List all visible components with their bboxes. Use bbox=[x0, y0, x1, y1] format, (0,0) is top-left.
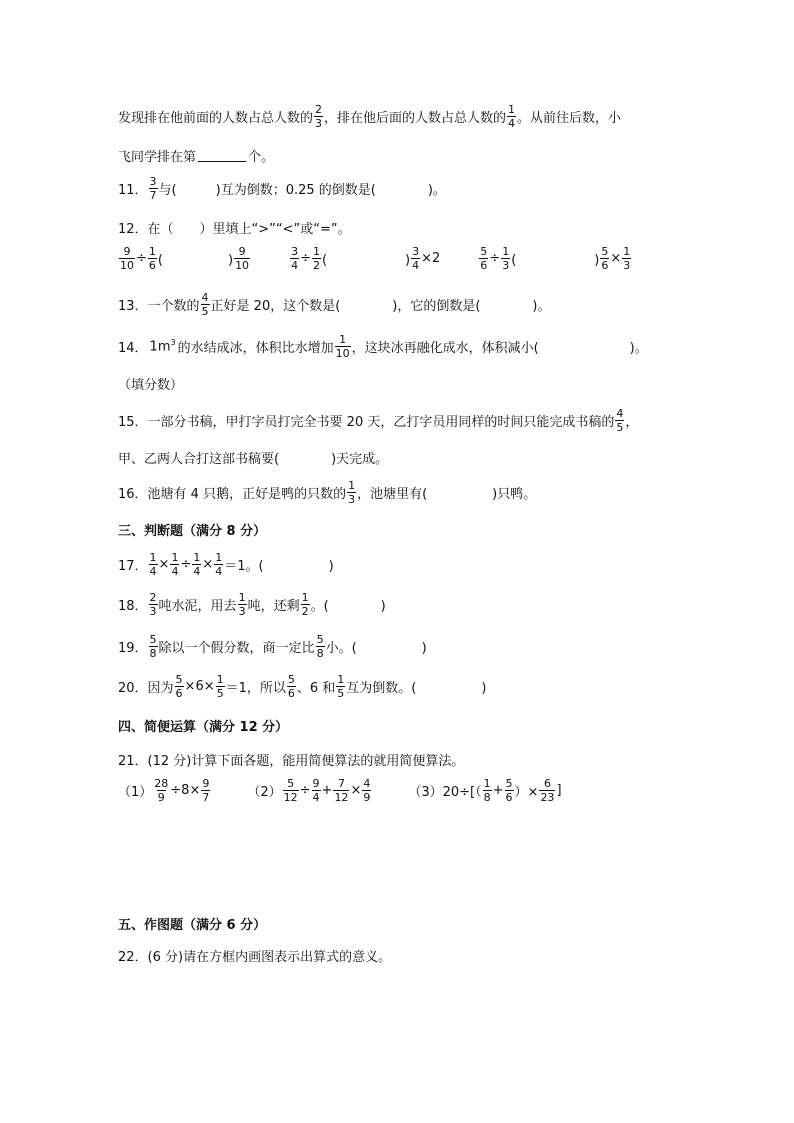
question-17 bbox=[118, 552, 334, 577]
fraction bbox=[216, 674, 225, 699]
denominator: 9 bbox=[363, 791, 371, 804]
question-text: ÷ bbox=[180, 557, 192, 572]
numerator: 3 bbox=[412, 245, 420, 258]
numerator: 6 bbox=[543, 777, 551, 790]
fraction bbox=[283, 778, 299, 803]
question-text: 18． bbox=[118, 599, 148, 614]
question-16 bbox=[118, 480, 536, 505]
fraction bbox=[290, 246, 299, 271]
numerator: 1 bbox=[171, 551, 179, 564]
question-text: + bbox=[492, 783, 504, 798]
denominator: 8 bbox=[483, 791, 491, 804]
question-14: 14． $1m^3$ 的水结成冰，体积比水增加 $\frac{1}{10}$ ，这块冰再融化成水，体积减小( )。 bbox=[118, 333, 648, 360]
question-text: 14． bbox=[118, 341, 148, 356]
denominator: 6 bbox=[505, 791, 513, 804]
denominator: 12 bbox=[283, 791, 298, 804]
question-text: ×6× bbox=[184, 679, 215, 694]
denominator: 4 bbox=[193, 565, 201, 578]
fraction bbox=[483, 778, 492, 803]
fraction bbox=[214, 552, 223, 577]
denominator: 12 bbox=[334, 791, 349, 804]
numerator: 1 bbox=[312, 245, 320, 258]
question-text: 的水结成冰，体积比水增加 bbox=[177, 341, 334, 356]
numerator: 1 bbox=[348, 479, 356, 492]
denominator: 9 bbox=[157, 791, 165, 804]
question-text: ＝1。( ) bbox=[224, 559, 334, 574]
numerator: 4 bbox=[363, 777, 371, 790]
numerator: 1 bbox=[238, 591, 246, 604]
question-text: 。从前往后数，小 bbox=[517, 111, 622, 126]
fraction bbox=[479, 246, 488, 271]
denominator: 4 bbox=[149, 565, 157, 578]
numerator: 3 bbox=[149, 175, 157, 188]
numerator: 28 bbox=[154, 777, 169, 790]
compare-blank[interactable]: ( ) bbox=[157, 253, 234, 268]
question-text: 。( ) bbox=[310, 599, 386, 614]
answer-blank[interactable] bbox=[198, 149, 246, 162]
denominator: 3 bbox=[348, 493, 356, 506]
fraction bbox=[119, 246, 135, 271]
denominator: 4 bbox=[291, 259, 299, 272]
denominator: 4 bbox=[215, 565, 223, 578]
q10-continuation bbox=[118, 104, 621, 129]
denominator: 23 bbox=[540, 791, 555, 804]
denominator: 5 bbox=[337, 687, 345, 700]
section-5-heading bbox=[118, 914, 266, 933]
numerator: 1 bbox=[623, 245, 631, 258]
question-18 bbox=[118, 592, 386, 617]
numerator: 1 bbox=[148, 245, 156, 258]
question-13 bbox=[118, 292, 551, 317]
question-text: ×2 bbox=[421, 251, 441, 266]
numerator: 9 bbox=[202, 777, 210, 790]
question-text: 吨水泥，用去 bbox=[158, 599, 237, 614]
question-14-note bbox=[118, 374, 183, 393]
question-20 bbox=[118, 674, 486, 699]
question-text: 13．一个数的 bbox=[118, 299, 200, 314]
denominator: 4 bbox=[412, 259, 420, 272]
question-19 bbox=[118, 634, 427, 659]
question-text: ，池塘里有( )只鸭。 bbox=[357, 487, 537, 502]
question-text: （2） bbox=[247, 785, 282, 800]
fraction bbox=[411, 246, 420, 271]
fraction bbox=[175, 674, 184, 699]
fraction bbox=[149, 176, 158, 201]
fraction bbox=[336, 674, 345, 699]
fraction bbox=[148, 246, 157, 271]
fraction bbox=[238, 592, 247, 617]
question-text: （填分数） bbox=[118, 378, 184, 393]
numerator: 1 bbox=[502, 245, 510, 258]
numerator: 9 bbox=[312, 777, 320, 790]
numerator: 5 bbox=[149, 633, 157, 646]
numerator: 4 bbox=[616, 407, 624, 420]
question-text: 12．在（ ）里填上“>”“<”或“=”。 bbox=[118, 222, 351, 237]
question-text: 发现排在他前面的人数占总人数的 bbox=[118, 111, 314, 126]
fraction bbox=[362, 778, 371, 803]
q10-line2 bbox=[118, 146, 274, 165]
denominator: 5 bbox=[616, 421, 624, 434]
question-text: 吨，还剩 bbox=[247, 599, 300, 614]
denominator: 3 bbox=[623, 259, 631, 272]
numerator: 5 bbox=[287, 777, 295, 790]
fraction bbox=[153, 778, 169, 803]
question-text: 甲、乙两人合打这部书稿要( )天完成。 bbox=[118, 452, 389, 467]
denominator: 6 bbox=[175, 687, 183, 700]
fraction bbox=[539, 778, 555, 803]
question-text: 与( )互为倒数；0.25 的倒数是( )。 bbox=[158, 183, 446, 198]
question-12 bbox=[118, 218, 351, 237]
numerator: 1 bbox=[215, 551, 223, 564]
fraction bbox=[287, 674, 296, 699]
numerator: 1 bbox=[301, 591, 309, 604]
question-text: 15．一部分书稿，甲打字员打完全书要 20 天，乙打字员用同样的时间只能完成书稿的 bbox=[118, 415, 615, 430]
denominator: 7 bbox=[149, 189, 157, 202]
fraction bbox=[501, 246, 510, 271]
fraction bbox=[192, 552, 201, 577]
numerator: 1 bbox=[483, 777, 491, 790]
question-text: 飞同学排在第 bbox=[118, 150, 197, 165]
fraction bbox=[615, 408, 624, 433]
question-text: ÷8× bbox=[170, 783, 201, 798]
fraction bbox=[333, 778, 349, 803]
question-12-items bbox=[118, 246, 632, 271]
question-22 bbox=[118, 946, 391, 965]
numerator: 1 bbox=[193, 551, 201, 564]
denominator: 6 bbox=[148, 259, 156, 272]
question-21 bbox=[118, 750, 464, 769]
question-text: 除以一个假分数，商一定比 bbox=[158, 641, 315, 656]
numerator: 1 bbox=[337, 673, 345, 686]
fraction bbox=[201, 292, 210, 317]
question-text: （3）20÷[（ bbox=[408, 785, 482, 800]
numerator: 4 bbox=[201, 291, 209, 304]
denominator: 2 bbox=[312, 259, 320, 272]
question-text: × bbox=[610, 251, 622, 266]
fraction bbox=[314, 104, 323, 129]
question-11 bbox=[118, 176, 446, 201]
question-text: ，这块冰再融化成水，体积减小( )。 bbox=[351, 341, 648, 356]
denominator: 4 bbox=[312, 791, 320, 804]
question-text: 个。 bbox=[248, 150, 275, 165]
fraction bbox=[600, 246, 609, 271]
question-text: ÷ bbox=[300, 251, 311, 266]
denominator: 6 bbox=[287, 687, 295, 700]
question-15-line2 bbox=[118, 448, 388, 467]
question-text: 小。( ) bbox=[325, 641, 427, 656]
denominator: 3 bbox=[315, 117, 323, 130]
denominator: 4 bbox=[508, 117, 516, 130]
denominator: 5 bbox=[216, 687, 224, 700]
question-text: 、6 和 bbox=[296, 681, 336, 696]
denominator: 3 bbox=[149, 605, 157, 618]
fraction bbox=[316, 634, 325, 659]
fraction bbox=[312, 778, 321, 803]
numerator: 5 bbox=[505, 777, 513, 790]
question-text: （1） bbox=[118, 785, 153, 800]
question-text: ， bbox=[625, 415, 639, 430]
denominator: 10 bbox=[120, 259, 134, 272]
numerator: 1 bbox=[508, 103, 516, 116]
numerator: 7 bbox=[337, 777, 345, 790]
fraction bbox=[301, 592, 310, 617]
fraction bbox=[149, 552, 158, 577]
numerator: 5 bbox=[601, 245, 609, 258]
section-3-heading bbox=[118, 520, 266, 539]
question-text: 11． bbox=[118, 183, 148, 198]
fraction bbox=[505, 778, 514, 803]
question-text: 互为倒数。( ) bbox=[346, 681, 487, 696]
question-text: 17． bbox=[118, 559, 148, 574]
numerator: 9 bbox=[238, 245, 246, 258]
fraction bbox=[347, 480, 356, 505]
numerator: 5 bbox=[316, 633, 324, 646]
numerator: 1 bbox=[149, 551, 157, 564]
section-4-heading bbox=[118, 716, 288, 735]
numerator: 2 bbox=[149, 591, 157, 604]
question-text: 21．(12 分)计算下面各题，能用简便算法的就用简便算法。 bbox=[118, 754, 465, 769]
denominator: 8 bbox=[316, 647, 324, 660]
fraction bbox=[149, 592, 158, 617]
question-text: ÷ bbox=[299, 783, 311, 798]
fraction bbox=[234, 246, 250, 271]
question-text: 1m bbox=[149, 339, 171, 355]
question-text: 五、作图题（满分 6 分） bbox=[118, 918, 267, 933]
denominator: 5 bbox=[201, 305, 209, 318]
question-text: 20．因为 bbox=[118, 681, 174, 696]
numerator: 1 bbox=[339, 333, 347, 346]
numerator: 1 bbox=[216, 673, 224, 686]
fraction bbox=[507, 104, 516, 129]
numerator: 3 bbox=[291, 245, 299, 258]
question-text: 22．(6 分)请在方框内画图表示出算式的意义。 bbox=[118, 950, 392, 965]
fraction bbox=[149, 634, 158, 659]
question-text: 三、判断题（满分 8 分） bbox=[118, 524, 267, 539]
fraction bbox=[201, 778, 210, 803]
question-text: ] bbox=[556, 783, 562, 798]
denominator: 3 bbox=[502, 259, 510, 272]
denominator: 8 bbox=[149, 647, 157, 660]
numerator: 5 bbox=[480, 245, 488, 258]
question-text: ÷ bbox=[489, 251, 501, 266]
compare-blank[interactable]: ( ) bbox=[321, 253, 411, 268]
question-text: × bbox=[158, 557, 170, 572]
fraction bbox=[312, 246, 321, 271]
numerator: 2 bbox=[315, 103, 323, 116]
question-text: 16．池塘有 4 只鹅，正好是鸭的只数的 bbox=[118, 487, 347, 502]
denominator: 10 bbox=[235, 259, 250, 272]
question-15 bbox=[118, 408, 638, 433]
numerator: 5 bbox=[175, 673, 183, 686]
fraction bbox=[170, 552, 179, 577]
question-text: + bbox=[321, 783, 333, 798]
denominator: 2 bbox=[301, 605, 309, 618]
compare-blank[interactable]: ( ) bbox=[511, 253, 600, 268]
question-text: ，排在他后面的人数占总人数的 bbox=[324, 111, 507, 126]
question-text: ＝1，所以 bbox=[225, 681, 286, 696]
fraction bbox=[335, 334, 351, 359]
question-text: 19． bbox=[118, 641, 148, 656]
denominator: 3 bbox=[238, 605, 246, 618]
denominator: 7 bbox=[202, 791, 210, 804]
numerator: 5 bbox=[287, 673, 295, 686]
question-text: × bbox=[202, 557, 214, 572]
question-text: ÷ bbox=[136, 251, 147, 266]
fraction bbox=[622, 246, 631, 271]
denominator: 6 bbox=[601, 259, 609, 272]
denominator: 10 bbox=[335, 347, 350, 360]
denominator: 6 bbox=[480, 259, 488, 272]
numerator: 9 bbox=[123, 245, 131, 258]
question-text: ）× bbox=[514, 785, 539, 800]
question-21-items bbox=[118, 778, 562, 803]
denominator: 4 bbox=[171, 565, 179, 578]
question-text: × bbox=[350, 783, 362, 798]
question-text: 四、简便运算（满分 12 分） bbox=[118, 720, 289, 735]
question-text: 正好是 20，这个数是( )，它的倒数是( )。 bbox=[210, 299, 551, 314]
